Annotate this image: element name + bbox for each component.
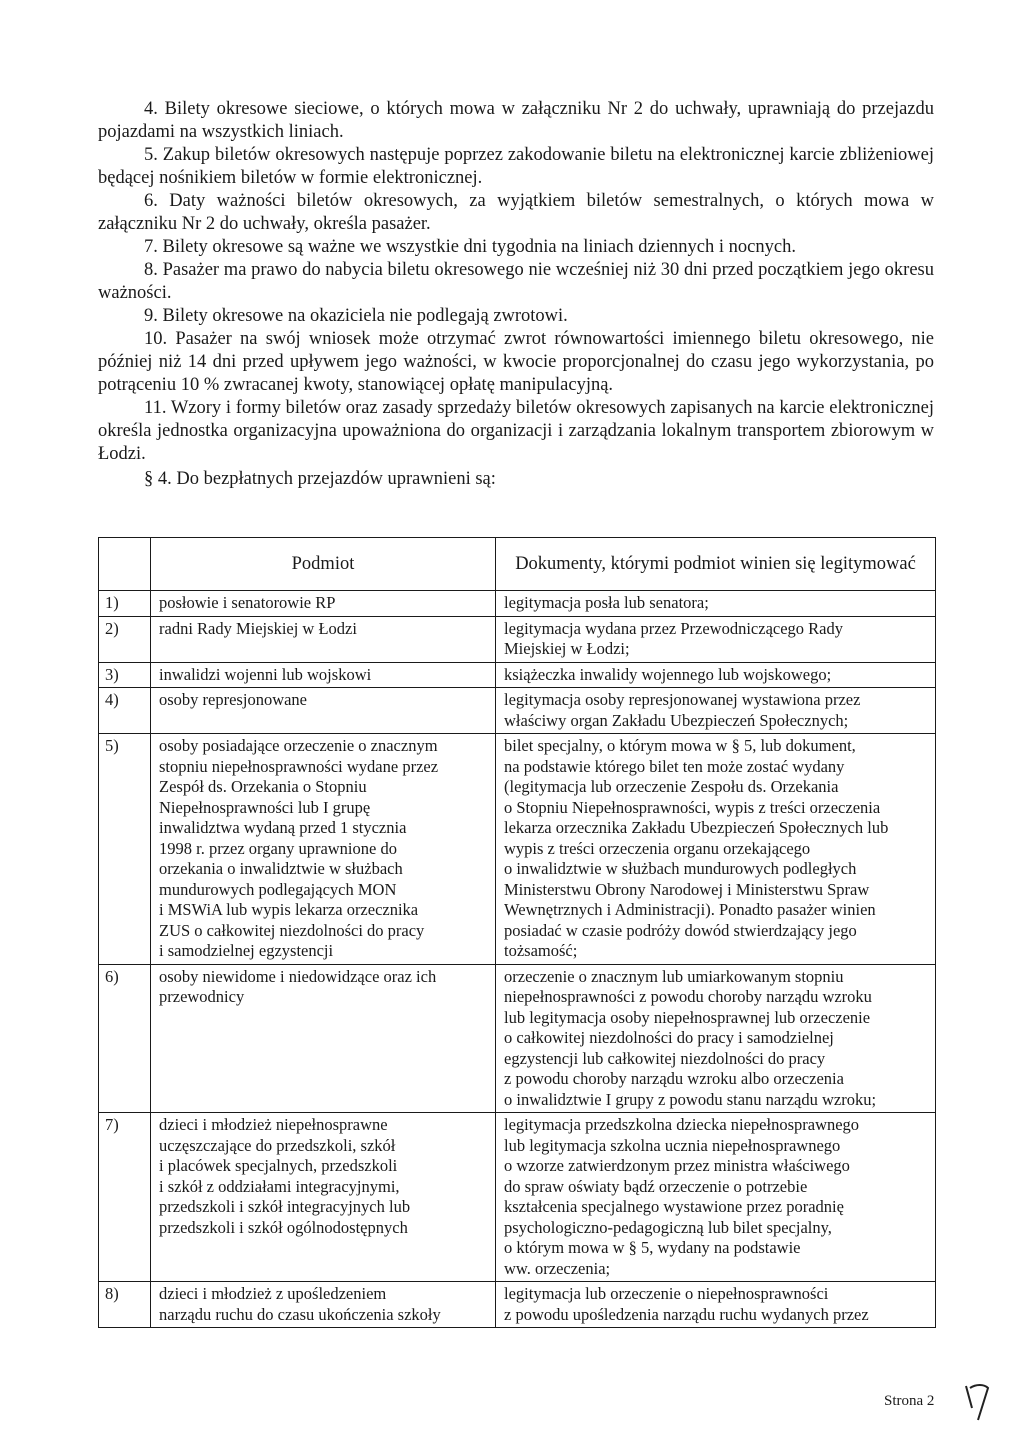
paragraph-line: Bilety okresowe są ważne we wszystkie dni tygodnia na liniach dziennych i nocnych. [162, 237, 796, 257]
dokumenty-line: z powodu choroby narządu wzroku albo orzeczenia [504, 1069, 844, 1088]
row-number: 4) [99, 688, 151, 734]
paragraph-line: zbliżeniowej będącej nośnikiem biletów w formie elektronicznej. [98, 145, 935, 188]
paragraph-number: 6. [144, 191, 158, 211]
row-number: 8) [99, 1282, 151, 1328]
dokumenty-cell [496, 964, 936, 1113]
paragraph-line: Zakup biletów okresowych następuje poprzez zakodowanie biletu na elektronicznej karcie [162, 145, 835, 165]
paragraph-list [98, 98, 934, 466]
paragraph-line: manipulacyjną. [499, 375, 614, 395]
paragraph [98, 190, 934, 236]
paragraph-line: okresowego, nie później niż 14 dni przed upływem jego ważności, w kwocie proporcjonalnej [98, 329, 935, 372]
dokumenty-line: Wewnętrznych i Administracji). Ponadto pasażer winien [504, 900, 876, 919]
dokumenty-cell [496, 688, 936, 734]
dokumenty-line: tożsamość; [504, 941, 578, 960]
paragraph-number: 10. [144, 329, 168, 349]
podmiot-line: narządu ruchu do czasu ukończenia szkoły [159, 1304, 441, 1324]
podmiot-cell [151, 591, 496, 617]
dokumenty-line: ww. orzeczenia; [504, 1258, 611, 1278]
podmiot-line: 1998 r. przez organy uprawnione do [159, 838, 397, 858]
row-number: 1) [99, 591, 151, 617]
dokumenty-cell [496, 662, 936, 688]
dokumenty-line: do spraw oświaty bądź orzeczenie o potrzebie [504, 1176, 808, 1196]
header-dokumenty: Dokumenty, którymi podmiot winien się legitymować [496, 538, 936, 591]
table-body [99, 591, 936, 1328]
paragraph-line: Wzory i formy biletów oraz zasady sprzedaży biletów okresowych zapisanych na karcie [170, 398, 825, 418]
row-number: 5) [99, 734, 151, 965]
podmiot-line: posłowie i senatorowie RP [159, 593, 336, 612]
row-number: 7) [99, 1113, 151, 1282]
row-number: 6) [99, 964, 151, 1113]
podmiot-line: i placówek specjalnych, przedszkoli [159, 1156, 398, 1175]
podmiot-line: osoby niewidome i niedowidzące oraz ich [159, 966, 437, 986]
podmiot-line: dzieci i młodzież niepełnosprawne [159, 1115, 388, 1134]
dokumenty-line: na podstawie którego bilet ten może zostać wydany [504, 756, 845, 776]
dokumenty-line: legitymacja osoby represjonowanej wystawiona przez [504, 690, 861, 709]
paragraph-number: 8. [144, 260, 158, 280]
table-row [99, 964, 936, 1113]
podmiot-cell [151, 1282, 496, 1328]
dokumenty-line: legitymacja przedszkolna dziecka niepełnosprawnego [504, 1115, 860, 1134]
paragraph [98, 328, 934, 397]
podmiot-line: radni Rady Miejskiej w Łodzi [159, 618, 357, 638]
dokumenty-line: o którym mowa w § 5, wydany na podstawie [504, 1238, 801, 1257]
podmiot-line: i szkół z oddziałami integracyjnymi, [159, 1176, 400, 1196]
podmiot-line: ZUS o całkowitej niezdolności do pracy [159, 920, 425, 940]
dokumenty-cell [496, 1282, 936, 1328]
paragraph-line: do czasu jego wykorzystania, po potrąceniu 10 % zwracanej kwoty, stanowiącej opłatę [98, 352, 935, 395]
dokumenty-line: o inwalidztwie I grupy z powodu stanu narządu wzroku; [504, 1089, 877, 1109]
table-row [99, 616, 936, 662]
dokumenty-line: legitymacja lub orzeczenie o niepełnosprawności [504, 1284, 829, 1303]
dokumenty-line: egzystencji lub całkowitej niezdolności do pracy [504, 1048, 826, 1068]
dokumenty-line: o całkowitej niezdolności do pracy i samodzielnej [504, 1028, 834, 1047]
paragraph-number: 4. [144, 99, 158, 119]
podmiot-cell [151, 964, 496, 1113]
paragraph [98, 259, 934, 305]
paragraph-line: jego okresu ważności. [98, 260, 934, 303]
dokumenty-line: wypis z treści orzeczenia organu orzekającego [504, 838, 811, 858]
paragraph-number: 5. [144, 145, 158, 165]
paragraph-line: Daty ważności biletów okresowych, za wyjątkiem biletów semestralnych, o których mowa [169, 191, 910, 211]
dokumenty-line: z powodu upośledzenia narządu ruchu wydanych przez [504, 1304, 869, 1324]
dokumenty-line: niepełnosprawności z powodu choroby narządu wzroku [504, 987, 872, 1006]
section-heading: § 4. Do bezpłatnych przejazdów uprawnieni są: [144, 469, 496, 489]
paragraph [98, 98, 934, 144]
dokumenty-line: Miejskiej w Łodzi; [504, 639, 630, 658]
podmiot-line: i samodzielnej egzystencji [159, 941, 334, 960]
table-row [99, 688, 936, 734]
podmiot-line: orzekania o inwalidztwie w służbach [159, 859, 403, 878]
dokumenty-line: posiadać w czasie podróży dowód stwierdzający jego [504, 920, 857, 940]
header-podmiot: Podmiot [151, 538, 496, 591]
dokumenty-line: legitymacja wydana przez Przewodniczącego Rady [504, 618, 844, 638]
podmiot-line: Niepełnosprawności lub I grupę [159, 797, 371, 817]
paragraph-number: 7. [144, 237, 158, 257]
dokumenty-line: książeczka inwalidy wojennego lub wojskowego; [504, 664, 832, 684]
podmiot-line: inwalidztwa wydaną przed 1 stycznia [159, 818, 407, 837]
paragraph [98, 397, 934, 466]
header-num [99, 538, 151, 591]
podmiot-cell [151, 662, 496, 688]
podmiot-line: inwalidzi wojenni lub wojskowi [159, 664, 372, 684]
dokumenty-line: kształcenia specjalnego wystawione przez poradnię [504, 1197, 844, 1216]
podmiot-line: przedszkoli i szkół ogólnodostępnych [159, 1217, 408, 1237]
dokumenty-line: właściwy organ Zakładu Ubezpieczeń Społecznych; [504, 710, 849, 730]
paragraph-number: 11. [144, 398, 167, 418]
podmiot-line: dzieci i młodzież z upośledzeniem [159, 1284, 387, 1303]
dokumenty-line: orzeczenie o znacznym lub umiarkowanym stopniu [504, 966, 844, 986]
table-header-row [99, 538, 936, 591]
paragraph-line: do przejazdu pojazdami na wszystkich liniach. [98, 99, 935, 142]
page-number: Strona 2 [884, 1393, 935, 1409]
podmiot-line: i MSWiA lub wypis lekarza orzecznika [159, 900, 419, 919]
podmiot-line: stopniu niepełnosprawności wydane przez [159, 756, 439, 776]
podmiot-cell [151, 734, 496, 965]
paragraph-line: w załączniku Nr 2 do uchwały, określa pasażer. [98, 191, 935, 234]
podmiot-cell [151, 688, 496, 734]
dokumenty-cell [496, 616, 936, 662]
podmiot-cell [151, 1113, 496, 1282]
dokumenty-cell [496, 734, 936, 965]
table-row [99, 591, 936, 617]
paragraph-line: Pasażer ma prawo do nabycia biletu okresowego nie wcześniej niż 30 dni przed początkiem [162, 260, 844, 280]
paragraph [98, 236, 934, 259]
dokumenty-line: lub legitymacja osoby niepełnosprawnej lub orzeczenie [504, 1007, 871, 1027]
dokumenty-line: lub legitymacja szkolna ucznia niepełnosprawnego [504, 1135, 841, 1155]
document-body [98, 98, 934, 491]
dokumenty-line: o wzorze zatwierdzonym przez ministra właściwego [504, 1156, 850, 1175]
podmiot-line: osoby posiadające orzeczenie o znacznym [159, 736, 438, 755]
signature-icon [960, 1378, 994, 1426]
row-number: 2) [99, 616, 151, 662]
table-row [99, 1113, 936, 1282]
paragraph-line: Bilety okresowe na okaziciela nie podlegają zwrotowi. [162, 306, 568, 326]
table-row [99, 734, 936, 965]
dokumenty-line: (legitymacja lub orzeczenie Zespołu ds. Orzekania [504, 777, 839, 796]
dokumenty-line: legitymacja posła lub senatora; [504, 593, 709, 612]
dokumenty-line: psychologiczno-pedagogiczną lub bilet specjalny, [504, 1217, 832, 1237]
dokumenty-line: lekarza orzecznika Zakładu Ubezpieczeń Społecznych lub [504, 818, 889, 837]
table-row [99, 1282, 936, 1328]
dokumenty-line: Ministerstwu Obrony Narodowej i Ministerstwu Spraw [504, 879, 870, 899]
dokumenty-line: o inwalidztwie w służbach mundurowych podległych [504, 859, 857, 878]
paragraph-line: elektronicznej określa jednostka organizacyjna upoważniona do organizacji i zarządzania lokalnym [98, 398, 935, 441]
paragraph-line: transportem zbiorowym w Łodzi. [98, 421, 934, 464]
dokumenty-cell [496, 591, 936, 617]
podmiot-line: Zespół ds. Orzekania o Stopniu [159, 777, 367, 796]
podmiot-line: uczęszczające do przedszkoli, szkół [159, 1135, 396, 1155]
paragraph-line: Pasażer na swój wniosek może otrzymać zwrot równowartości imiennego biletu [175, 329, 801, 349]
podmiot-cell [151, 616, 496, 662]
podmiot-line: osoby represjonowane [159, 690, 308, 709]
podmiot-line: przedszkoli i szkół integracyjnych lub [159, 1197, 411, 1216]
podmiot-line: mundurowych podlegających MON [159, 879, 397, 899]
paragraph-number: 9. [144, 306, 158, 326]
paragraph [98, 305, 934, 328]
paragraph-line: Bilety okresowe sieciowe, o których mowa w załączniku Nr 2 do uchwały, uprawniają [164, 99, 831, 119]
dokumenty-line: bilet specjalny, o którym mowa w § 5, lub dokument, [504, 736, 856, 755]
dokumenty-line: o Stopniu Niepełnosprawności, wypis z treści orzeczenia [504, 797, 881, 817]
table-row [99, 662, 936, 688]
row-number: 3) [99, 662, 151, 688]
paragraph [98, 144, 934, 190]
podmiot-line: przewodnicy [159, 987, 245, 1006]
entitlement-table [98, 537, 936, 1328]
dokumenty-cell [496, 1113, 936, 1282]
